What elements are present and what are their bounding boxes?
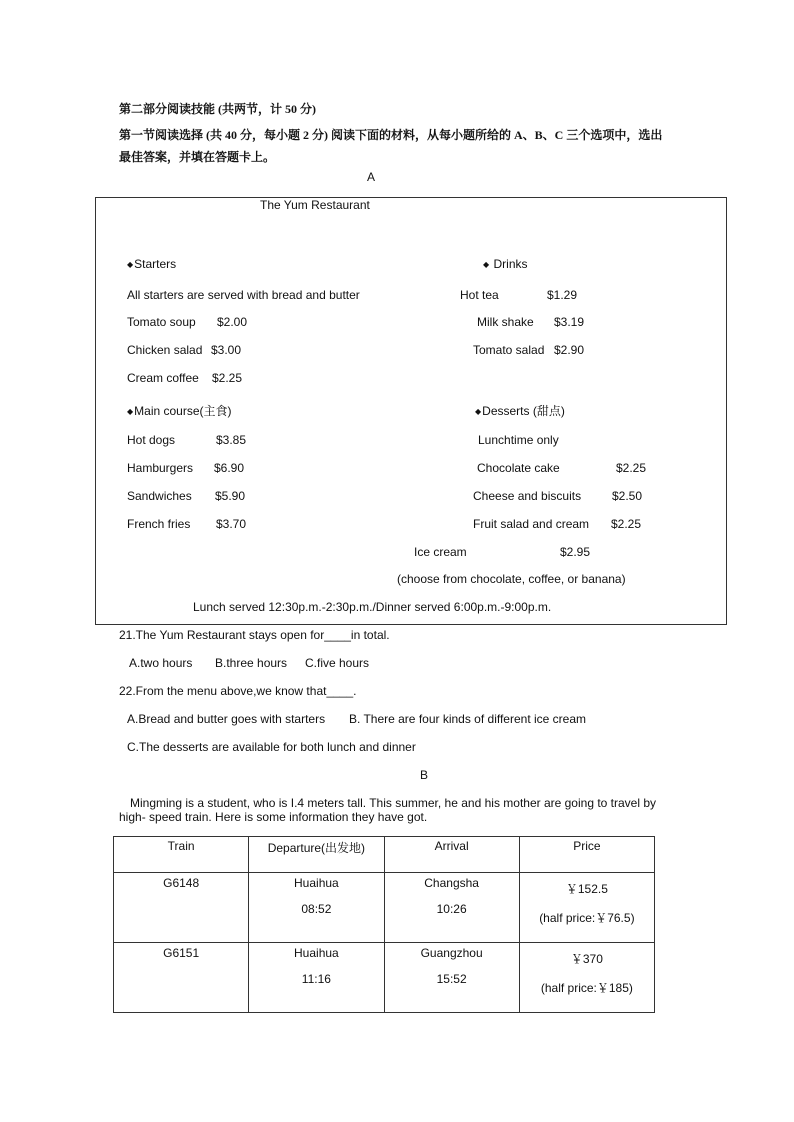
diamond-icon: ◆ bbox=[475, 407, 482, 416]
diamond-icon: ◆ bbox=[127, 260, 134, 269]
arrival-cell: Guangzhou 15:52 bbox=[384, 943, 519, 1013]
question-22-stem: 22.From the menu above,we know that____. bbox=[119, 684, 357, 698]
passage-b-intro-line-1: Mingming is a student, who is I.4 meters tall. This summer, he and his mother are going to travel by bbox=[130, 796, 657, 810]
menu-title: The Yum Restaurant bbox=[260, 198, 370, 212]
instruction-line-1: 第一节阅读选择 (共 40 分，每小题 2 分) 阅读下面的材料，从每小题所给的 A、B、C 三个选项中，选出 bbox=[119, 128, 663, 142]
departure-cell: Huaihua 08:52 bbox=[249, 873, 384, 943]
menu-hours: Lunch served 12:30p.m.-2:30p.m./Dinner served 6:00p.m.-9:00p.m. bbox=[193, 600, 552, 614]
passage-b-intro-line-2: high- speed train. Here is some information they have got. bbox=[119, 810, 428, 824]
ice-cream-note: (choose from chocolate, coffee, or banana) bbox=[397, 572, 626, 586]
diamond-icon: ◆ bbox=[127, 407, 134, 416]
menu-item-milk-shake: Milk shake bbox=[477, 315, 534, 329]
menu-item-tomato-soup: Tomato soup bbox=[127, 315, 196, 329]
menu-price-milk-shake: $3.19 bbox=[554, 315, 585, 329]
question-22-option-a: A.Bread and butter goes with starters bbox=[127, 712, 326, 726]
question-21-stem: 21.The Yum Restaurant stays open for____in total. bbox=[119, 628, 390, 642]
menu-item-cheese-biscuits: Cheese and biscuits bbox=[473, 489, 582, 503]
menu-item-ice-cream: Ice cream bbox=[414, 545, 467, 559]
departure-cell: Huaihua 11:16 bbox=[249, 943, 384, 1013]
menu-item-hot-tea: Hot tea bbox=[460, 288, 499, 302]
menu-price-fruit-salad: $2.25 bbox=[611, 517, 642, 531]
passage-a-label: A bbox=[367, 170, 376, 184]
menu-price-chocolate-cake: $2.25 bbox=[616, 461, 647, 475]
menu-item-chocolate-cake: Chocolate cake bbox=[477, 461, 560, 475]
table-header-row bbox=[114, 837, 655, 873]
question-21-option-c: C.five hours bbox=[305, 656, 370, 670]
menu-price-chicken-salad: $3.00 bbox=[211, 343, 242, 357]
passage-b-label: B bbox=[420, 768, 429, 782]
menu-price-hot-dogs: $3.85 bbox=[216, 433, 247, 447]
menu-item-hamburgers: Hamburgers bbox=[127, 461, 194, 475]
question-21-option-b: B.three hours bbox=[215, 656, 288, 670]
menu-item-cream-coffee: Cream coffee bbox=[127, 371, 199, 385]
train-number: G6151 bbox=[114, 943, 249, 1013]
menu-item-chicken-salad: Chicken salad bbox=[127, 343, 203, 357]
header-arrival: Arrival bbox=[384, 837, 519, 873]
header-train: Train bbox=[114, 837, 249, 873]
desserts-note: Lunchtime only bbox=[478, 433, 559, 447]
menu-price-cream-coffee: $2.25 bbox=[212, 371, 243, 385]
diamond-icon: ◆ bbox=[483, 260, 490, 269]
menu-price-ice-cream: $2.95 bbox=[560, 545, 591, 559]
menu-price-tomato-soup: $2.00 bbox=[217, 315, 248, 329]
main-course-heading: ◆Main course(主食) bbox=[127, 404, 232, 418]
menu-price-hamburgers: $6.90 bbox=[214, 461, 245, 475]
menu-item-french-fries: French fries bbox=[127, 517, 191, 531]
arrival-cell: Changsha 10:26 bbox=[384, 873, 519, 943]
price-cell: ￥152.5 (half price:￥76.5) bbox=[519, 873, 654, 943]
train-number: G6148 bbox=[114, 873, 249, 943]
train-table bbox=[113, 836, 655, 1013]
menu-box bbox=[95, 197, 727, 625]
header-departure: Departure(出发地) bbox=[249, 837, 384, 873]
question-22-option-c: C.The desserts are available for both lunch and dinner bbox=[127, 740, 416, 754]
starters-heading: ◆Starters bbox=[127, 257, 177, 271]
menu-item-hot-dogs: Hot dogs bbox=[127, 433, 176, 447]
table-row bbox=[114, 943, 655, 1013]
drinks-heading: ◆ Drinks bbox=[483, 257, 528, 271]
question-21-option-a: A.two hours bbox=[129, 656, 193, 670]
question-22-option-b: B. There are four kinds of different ice cream bbox=[349, 712, 587, 726]
menu-price-tomato-salad: $2.90 bbox=[554, 343, 585, 357]
menu-price-cheese-biscuits: $2.50 bbox=[612, 489, 643, 503]
starters-note: All starters are served with bread and butter bbox=[127, 288, 360, 302]
menu-item-fruit-salad: Fruit salad and cream bbox=[473, 517, 590, 531]
desserts-heading: ◆Desserts (甜点) bbox=[475, 404, 565, 418]
menu-price-french-fries: $3.70 bbox=[216, 517, 247, 531]
instruction-line-2: 最佳答案，并填在答题卡上。 bbox=[119, 150, 276, 164]
table-row bbox=[114, 873, 655, 943]
menu-item-tomato-salad: Tomato salad bbox=[473, 343, 545, 357]
menu-price-hot-tea: $1.29 bbox=[547, 288, 578, 302]
header-price: Price bbox=[519, 837, 654, 873]
price-cell: ￥370 (half price:￥185) bbox=[519, 943, 654, 1013]
menu-price-sandwiches: $5.90 bbox=[215, 489, 246, 503]
section-heading: 第二部分阅读技能 (共两节，计 50 分) bbox=[119, 102, 316, 116]
menu-item-sandwiches: Sandwiches bbox=[127, 489, 192, 503]
